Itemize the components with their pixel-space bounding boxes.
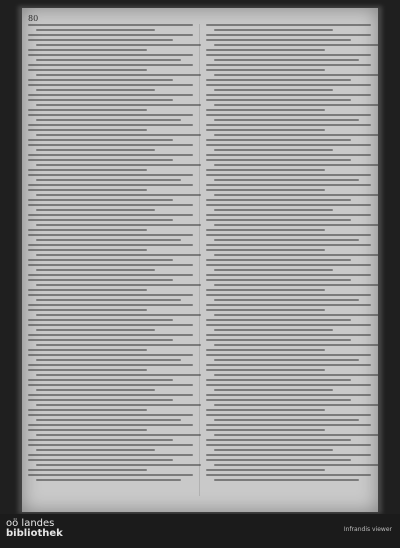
text-line [206,84,371,86]
text-line [206,129,325,131]
text-line [214,44,378,46]
text-line [206,354,371,356]
text-line [206,364,371,366]
text-line [36,59,181,61]
text-line [28,364,193,366]
text-line [214,464,378,466]
text-line [206,99,351,101]
text-line [36,269,155,271]
text-line [28,249,147,251]
viewer-label: Infrandis viewer [343,526,392,533]
text-line [28,184,193,186]
text-line [28,39,173,41]
text-line [36,44,201,46]
text-line [206,424,371,426]
text-line [28,214,193,216]
text-line [206,94,371,96]
text-line [36,389,155,391]
scanned-page[interactable] [22,8,378,512]
text-line [28,79,173,81]
text-line [206,189,325,191]
text-line [206,274,371,276]
text-line [28,264,193,266]
text-line [214,239,359,241]
text-line [206,214,371,216]
text-line [206,219,351,221]
text-line [206,429,325,431]
text-line [206,114,371,116]
text-line [206,439,351,441]
text-line [206,459,351,461]
text-line [28,429,147,431]
text-line [206,229,325,231]
text-line [28,234,193,236]
text-line [28,109,147,111]
text-line [28,289,147,291]
text-line [36,299,181,301]
text-line [36,374,201,376]
text-line [28,369,147,371]
text-line [36,89,155,91]
text-line [206,154,371,156]
text-line [206,414,371,416]
text-line [28,244,193,246]
text-line [206,249,325,251]
text-line [206,324,371,326]
text-line [28,219,173,221]
text-line [206,339,351,341]
text-line [206,184,371,186]
text-line [36,119,181,121]
text-column-right [206,24,371,484]
text-line [206,39,351,41]
text-line [36,284,201,286]
text-line [214,74,378,76]
text-line [206,289,325,291]
text-line [206,474,371,476]
text-line [28,334,193,336]
text-line [36,419,181,421]
text-line [214,479,359,481]
text-line [206,24,371,26]
text-line [214,134,378,136]
text-line [206,54,371,56]
text-line [28,439,173,441]
logo-line-2: bibliothek [6,528,63,539]
text-line [36,464,201,466]
text-line [206,109,325,111]
text-line [206,279,351,281]
text-line [28,469,147,471]
text-line [214,404,378,406]
text-line [28,154,193,156]
column-divider [199,24,200,496]
text-line [206,204,371,206]
text-line [28,409,147,411]
text-line [36,254,201,256]
text-line [28,174,193,176]
text-line [28,99,173,101]
logo-line-1: oö landes [6,518,55,529]
text-line [206,379,351,381]
text-line [36,329,155,331]
text-line [214,104,378,106]
text-line [206,79,351,81]
text-line [206,369,325,371]
text-line [214,419,359,421]
text-line [206,234,371,236]
text-line [214,254,378,256]
text-line [28,124,193,126]
text-line [214,359,359,361]
text-line [28,34,193,36]
text-line [28,474,193,476]
text-line [36,134,201,136]
text-line [206,174,371,176]
text-line [28,189,147,191]
text-line [36,179,181,181]
text-line [214,344,378,346]
text-line [36,209,155,211]
library-logo [6,519,63,539]
text-line [214,59,359,61]
text-line [28,139,173,141]
text-line [28,64,193,66]
text-line [28,354,193,356]
text-line [36,164,201,166]
text-line [36,194,201,196]
text-line [36,314,201,316]
text-column-left [28,24,193,484]
text-line [28,319,173,321]
text-line [206,384,371,386]
text-line [206,444,371,446]
text-line [214,299,359,301]
text-line [206,309,325,311]
text-line [206,394,371,396]
text-line [206,159,351,161]
text-line [214,284,378,286]
text-line [206,199,351,201]
text-line [28,384,193,386]
viewer-footer [0,514,400,548]
text-line [28,49,147,51]
text-line [28,339,173,341]
text-line [206,139,351,141]
text-line [28,24,193,26]
text-line [28,394,193,396]
text-line [206,169,325,171]
text-line [28,324,193,326]
text-line [206,259,351,261]
text-line [214,29,333,31]
text-line [214,209,333,211]
text-line [206,319,351,321]
text-line [206,334,371,336]
text-line [28,84,193,86]
text-line [28,144,193,146]
text-line [28,414,193,416]
text-line [28,279,173,281]
text-line [36,29,155,31]
text-line [214,89,333,91]
text-line [214,269,333,271]
text-line [28,69,147,71]
text-line [28,349,147,351]
text-line [214,389,333,391]
text-line [206,454,371,456]
text-line [214,374,378,376]
text-line [206,264,371,266]
text-line [214,164,378,166]
text-line [36,149,155,151]
text-line [206,34,371,36]
text-line [36,239,181,241]
text-line [36,359,181,361]
text-line [28,294,193,296]
text-line [28,169,147,171]
text-line [36,434,201,436]
text-line [28,444,193,446]
text-line [214,194,378,196]
text-line [28,129,147,131]
text-line [206,244,371,246]
text-line [214,119,359,121]
text-line [206,399,351,401]
text-line [28,304,193,306]
text-line [28,54,193,56]
page-number: 80 [28,14,39,23]
text-line [36,344,201,346]
text-line [206,469,325,471]
text-line [206,304,371,306]
text-line [206,64,371,66]
text-line [214,329,333,331]
text-line [214,179,359,181]
text-line [28,229,147,231]
text-line [28,399,173,401]
text-line [28,259,173,261]
text-line [214,449,333,451]
text-line [36,224,201,226]
text-line [36,404,201,406]
text-line [28,199,173,201]
text-line [28,459,173,461]
text-line [206,409,325,411]
text-line [36,74,201,76]
text-line [28,309,147,311]
text-line [214,434,378,436]
text-line [28,204,193,206]
text-line [206,49,325,51]
text-line [214,224,378,226]
text-line [206,69,325,71]
text-line [206,294,371,296]
text-line [214,149,333,151]
text-line [36,449,155,451]
text-line [28,424,193,426]
text-line [206,124,371,126]
text-line [28,114,193,116]
text-line [28,159,173,161]
text-line [206,349,325,351]
text-line [36,479,181,481]
text-line [28,379,173,381]
text-line [214,314,378,316]
text-line [28,94,193,96]
text-line [28,274,193,276]
text-line [36,104,201,106]
text-line [28,454,193,456]
text-line [206,144,371,146]
